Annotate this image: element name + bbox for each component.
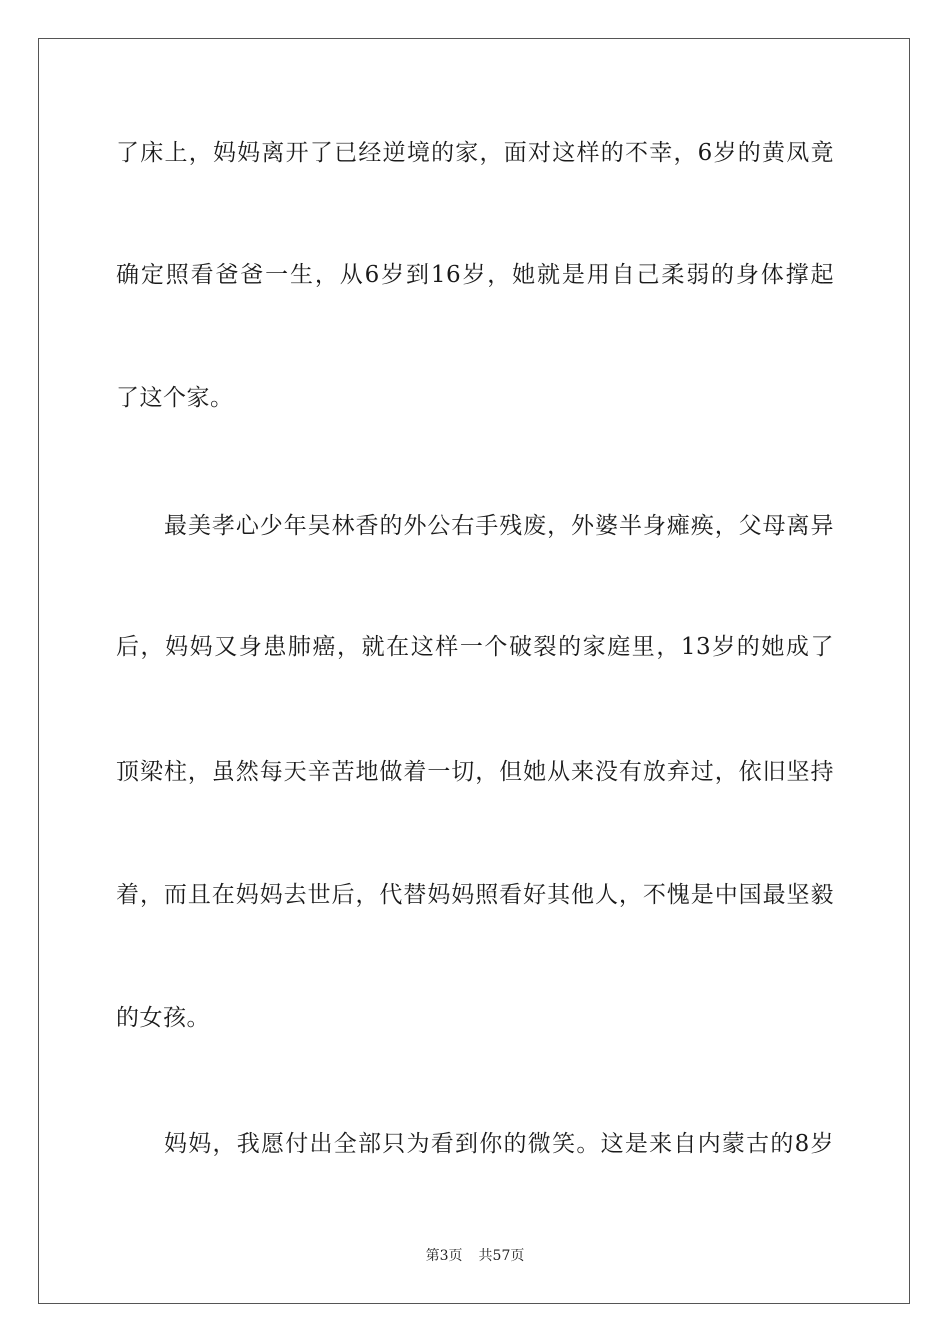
- page-total: 共57页: [478, 1248, 525, 1264]
- text-line: 着，而且在妈妈去世后，代替妈妈照看好其他人，不愧是中国最坚毅: [116, 882, 834, 908]
- text-line: 了床上，妈妈离开了已经逆境的家，面对这样的不幸，6岁的黄凤竟: [116, 140, 834, 166]
- text-line: 顶梁柱，虽然每天辛苦地做着一切，但她从来没有放弃过，依旧坚持: [116, 759, 834, 785]
- text-line: 确定照看爸爸一生，从6岁到16岁，她就是用自己柔弱的身体撑起: [116, 262, 834, 288]
- text-line: 最美孝心少年吴林香的外公右手残废，外婆半身瘫痪，父母离异: [164, 513, 834, 539]
- page-footer: [0, 1247, 950, 1265]
- text-line: 了这个家。: [116, 385, 234, 411]
- text-line: 的女孩。: [116, 1005, 210, 1031]
- text-line: 后，妈妈又身患肺癌，就在这样一个破裂的家庭里，13岁的她成了: [116, 634, 834, 660]
- page-frame: [38, 38, 910, 1304]
- page-number: 第3页: [425, 1248, 463, 1264]
- text-line: 妈妈，我愿付出全部只为看到你的微笑。这是来自内蒙古的8岁: [164, 1131, 834, 1157]
